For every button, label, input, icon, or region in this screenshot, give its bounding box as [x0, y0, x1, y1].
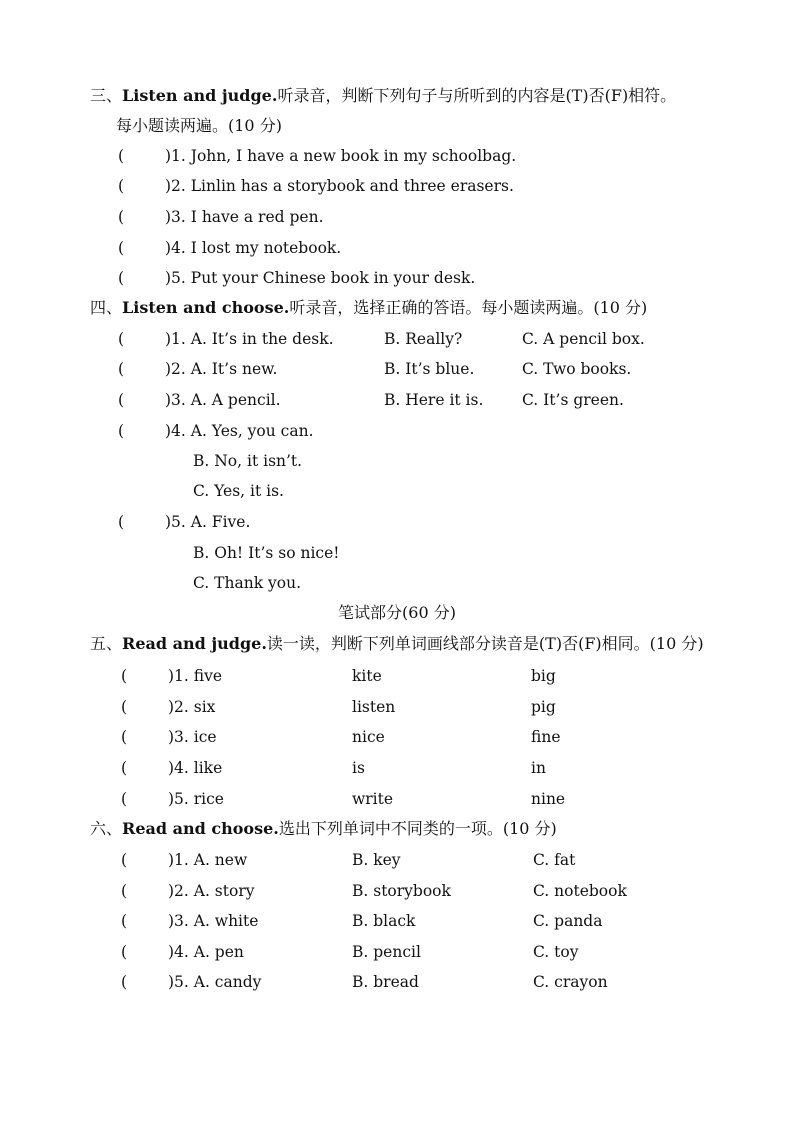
option-b: B. Here it is.	[384, 391, 484, 409]
option-a: )4. A. pen	[168, 943, 244, 961]
word-b: is	[352, 759, 365, 777]
answer-paren: (	[118, 269, 125, 287]
option-b: B. Oh! It’s so nice!	[193, 544, 340, 562]
word-c: big	[531, 667, 556, 685]
answer-paren: (	[118, 391, 125, 409]
answer-paren: (	[118, 147, 125, 165]
option-c: C. notebook	[533, 882, 627, 900]
option-a: )2. A. It’s new.	[165, 360, 278, 378]
answer-paren: (	[121, 851, 128, 869]
section-5-heading	[90, 634, 704, 654]
section-4-heading	[90, 298, 647, 318]
answer-paren: (	[121, 912, 128, 930]
word-b: write	[352, 790, 394, 808]
answer-paren: (	[118, 208, 125, 226]
question-item: )1. John, I have a new book in my schoolbag.	[165, 147, 517, 165]
answer-paren: (	[118, 177, 125, 195]
section-4-title-en: Listen and choose.	[122, 298, 290, 317]
option-c: C. Yes, it is.	[193, 482, 284, 500]
word-c: nine	[531, 790, 566, 808]
option-b: B. black	[352, 912, 416, 930]
answer-paren: (	[121, 667, 128, 685]
option-b: B. key	[352, 851, 401, 869]
option-a: )4. A. Yes, you can.	[165, 422, 314, 440]
answer-paren: (	[121, 973, 128, 991]
section-6-instructions: 选出下列单词中不同类的一项。(10 分)	[278, 819, 557, 838]
section-4-number: 四、	[90, 298, 123, 317]
option-b: B. storybook	[352, 882, 451, 900]
option-c: C. panda	[533, 912, 603, 930]
option-a: )5. A. Five.	[165, 513, 251, 531]
word-a: )1. five	[168, 667, 223, 685]
option-a: )2. A. story	[168, 882, 255, 900]
option-c: C. Two books.	[522, 360, 632, 378]
word-a: )4. like	[168, 759, 223, 777]
section-3-heading	[90, 86, 676, 106]
option-b: B. bread	[352, 973, 419, 991]
section-5-instructions: 读一读，判断下列单词画线部分读音是(T)否(F)相同。(10 分)	[266, 634, 704, 653]
word-a: )2. six	[168, 698, 216, 716]
option-c: C. crayon	[533, 973, 608, 991]
section-6-title-en: Read and choose.	[122, 819, 279, 838]
word-b: nice	[352, 728, 385, 746]
answer-paren: (	[118, 513, 125, 531]
answer-paren: (	[118, 330, 125, 348]
option-b: B. Really?	[384, 330, 463, 348]
option-c: C. fat	[533, 851, 576, 869]
word-c: pig	[531, 698, 556, 716]
section-5-title-en: Read and judge.	[122, 634, 267, 653]
option-c: C. toy	[533, 943, 579, 961]
section-3-title-en: Listen and judge.	[122, 86, 278, 105]
answer-paren: (	[121, 943, 128, 961]
answer-paren: (	[121, 728, 128, 746]
section-5-number: 五、	[90, 634, 123, 653]
section-6-number: 六、	[90, 819, 123, 838]
option-a: )1. A. new	[168, 851, 248, 869]
answer-paren: (	[118, 239, 125, 257]
question-item: )5. Put your Chinese book in your desk.	[165, 269, 476, 287]
option-a: )3. A. A pencil.	[165, 391, 281, 409]
answer-paren: (	[118, 360, 125, 378]
option-a: )1. A. It’s in the desk.	[165, 330, 334, 348]
option-b: B. No, it isn’t.	[193, 452, 303, 470]
option-b: B. It’s blue.	[384, 360, 475, 378]
answer-paren: (	[121, 790, 128, 808]
question-item: )2. Linlin has a storybook and three erasers.	[165, 177, 514, 195]
section-3-number: 三、	[90, 86, 123, 105]
option-c: C. It’s green.	[522, 391, 624, 409]
answer-paren: (	[121, 759, 128, 777]
word-c: fine	[531, 728, 561, 746]
question-item: )4. I lost my notebook.	[165, 239, 342, 257]
word-b: kite	[352, 667, 382, 685]
section-3-instructions-cont: 每小题读两遍。(10 分)	[116, 116, 282, 135]
section-4-instructions: 听录音，选择正确的答语。每小题读两遍。(10 分)	[289, 298, 648, 317]
answer-paren: (	[121, 882, 128, 900]
section-6-heading	[90, 819, 557, 839]
word-b: listen	[352, 698, 396, 716]
word-a: )5. rice	[168, 790, 224, 808]
answer-paren: (	[121, 698, 128, 716]
word-a: )3. ice	[168, 728, 217, 746]
option-c: C. Thank you.	[193, 574, 302, 592]
section-3-instructions: 听录音，判断下列句子与所听到的内容是(T)否(F)相符。	[277, 86, 677, 105]
option-a: )5. A. candy	[168, 973, 262, 991]
option-b: B. pencil	[352, 943, 421, 961]
written-part-title: 笔试部分(60 分)	[338, 603, 456, 622]
question-item: )3. I have a red pen.	[165, 208, 324, 226]
option-c: C. A pencil box.	[522, 330, 645, 348]
word-c: in	[531, 759, 546, 777]
answer-paren: (	[118, 422, 125, 440]
option-a: )3. A. white	[168, 912, 259, 930]
